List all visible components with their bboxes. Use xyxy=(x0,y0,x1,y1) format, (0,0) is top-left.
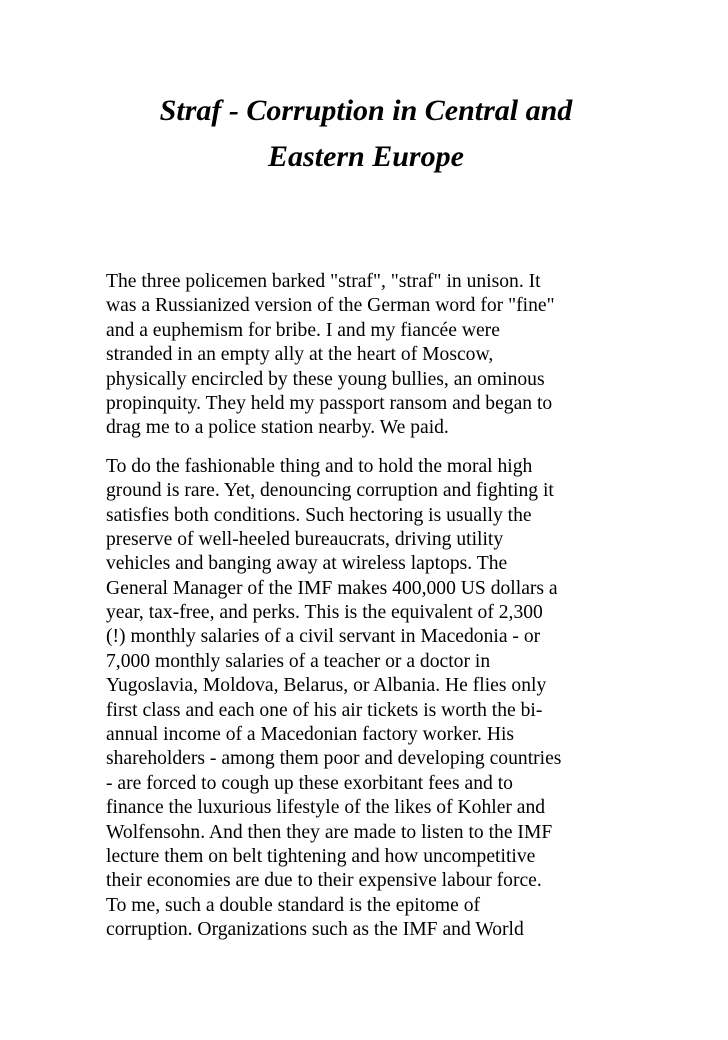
text-line: Yugoslavia, Moldova, Belarus, or Albania. He flies only xyxy=(106,675,547,697)
text-line: propinquity. They held my passport ransom and began to xyxy=(106,392,553,414)
text-line: first class and each one of his air tickets is worth the bi- xyxy=(106,699,543,721)
text-line: Wolfensohn. And then they are made to listen to the IMF xyxy=(106,821,553,843)
text-line: vehicles and banging away at wireless laptops. The xyxy=(106,553,508,575)
text-line: ground is rare. Yet, denouncing corruption and fighting it xyxy=(106,480,554,502)
text-line: drag me to a police station nearby. We paid. xyxy=(106,417,449,439)
text-line: To me, such a double standard is the epitome of xyxy=(106,894,481,916)
text-line: (!) monthly salaries of a civil servant in Macedonia - or xyxy=(106,626,541,648)
paragraph xyxy=(106,270,636,441)
text-line: lecture them on belt tightening and how uncompetitive xyxy=(106,845,536,867)
text-line: shareholders - among them poor and developing countries xyxy=(106,748,562,770)
text-line: The three policemen barked "straf", "straf" in unison. It xyxy=(106,271,541,292)
text-line: satisfies both conditions. Such hectoring is usually the xyxy=(106,504,532,526)
text-line: stranded in an empty ally at the heart of Moscow, xyxy=(106,344,494,366)
text-line: year, tax-free, and perks. This is the equivalent of 2,300 xyxy=(106,602,543,624)
text-line: physically encircled by these young bullies, an ominous xyxy=(106,368,545,390)
title-line: Straf - Corruption in Central and xyxy=(159,94,573,127)
text-line: and a euphemism for bribe. I and my fiancée were xyxy=(106,319,500,341)
title-line: Eastern Europe xyxy=(268,140,464,173)
text-line: their economies are due to their expensive labour force. xyxy=(106,870,542,892)
document-body xyxy=(106,270,636,943)
text-line: preserve of well-heeled bureaucrats, driving utility xyxy=(106,528,504,550)
text-line: - are forced to cough up these exorbitant fees and to xyxy=(106,772,513,794)
document-title xyxy=(106,88,626,180)
text-line: was a Russianized version of the German word for "fine" xyxy=(106,295,555,317)
text-line: finance the luxurious lifestyle of the likes of Kohler and xyxy=(106,797,546,819)
text-line: 7,000 monthly salaries of a teacher or a doctor in xyxy=(106,650,491,672)
text-line: General Manager of the IMF makes 400,000 US dollars a xyxy=(106,577,558,599)
text-line: corruption. Organizations such as the IMF and World xyxy=(106,919,524,941)
text-line: annual income of a Macedonian factory worker. His xyxy=(106,724,515,746)
text-line: To do the fashionable thing and to hold the moral high xyxy=(106,455,533,477)
paragraph xyxy=(106,455,636,943)
